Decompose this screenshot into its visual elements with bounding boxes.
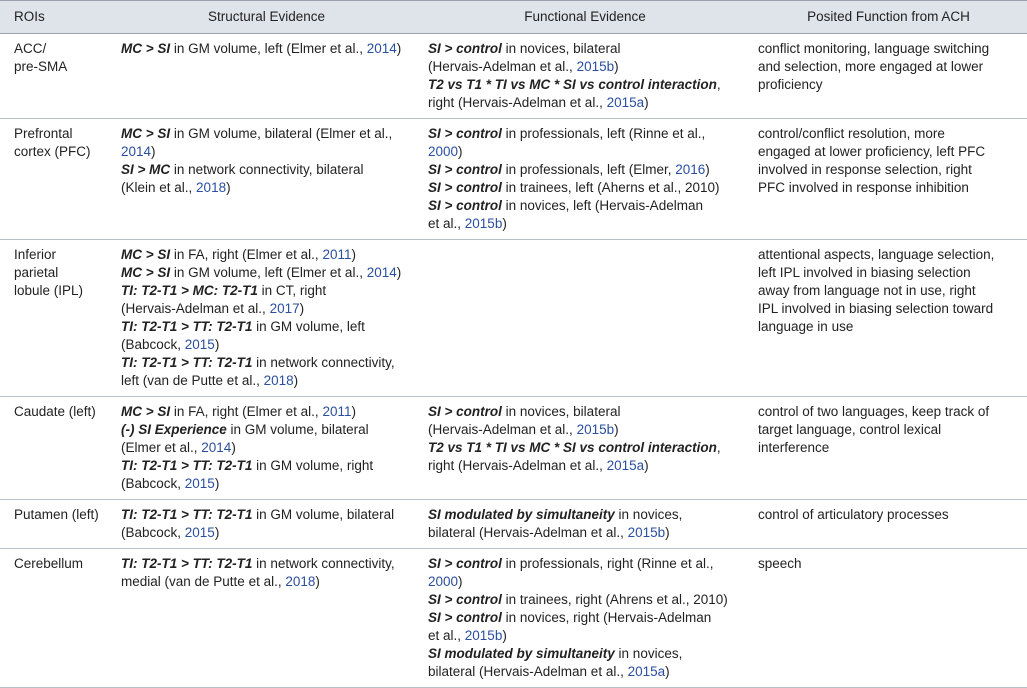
table-row	[0, 34, 1027, 119]
text-segment: in trainees, left (Aherns et al., 2010)	[501, 180, 720, 195]
citation-link[interactable]: 2016	[675, 162, 706, 177]
structural-cell-line	[121, 439, 412, 457]
citation-link[interactable]: 2018	[285, 574, 316, 589]
functional-cell-line	[428, 179, 742, 197]
text-segment: in GM volume, left (Elmer et al.,	[170, 265, 367, 280]
citation-link[interactable]: 2011	[322, 247, 352, 262]
citation-link[interactable]: 2015a	[627, 664, 666, 679]
structural-cell	[113, 240, 420, 397]
posited-cell	[750, 34, 1027, 119]
text-segment: )	[458, 144, 463, 159]
structural-cell-line	[121, 318, 412, 336]
posited-cell	[750, 240, 1027, 397]
text-segment: )	[665, 525, 670, 540]
functional-cell-line	[428, 58, 742, 76]
text-segment: )	[458, 574, 463, 589]
posited-cell-line: speech	[758, 556, 802, 571]
contrast-label: TI: T2-T1 > TT: T2-T1	[121, 319, 253, 334]
structural-cell-line	[121, 506, 412, 524]
text-segment: in GM volume, bilateral (Elmer et al.,	[170, 126, 393, 141]
functional-cell-line	[428, 524, 742, 542]
citation-link[interactable]: 2015b	[464, 216, 503, 231]
contrast-label: TI: T2-T1 > TT: T2-T1	[121, 355, 253, 370]
functional-cell-line	[428, 457, 742, 475]
table-row	[0, 549, 1027, 688]
roi-cell-line: Cerebellum	[14, 556, 84, 571]
text-segment: )	[226, 180, 231, 195]
posited-cell-line: interference	[758, 440, 830, 455]
functional-cell-line	[428, 555, 742, 573]
roi-cell	[0, 500, 113, 549]
text-segment: )	[299, 301, 305, 316]
contrast-label: SI > control	[428, 592, 502, 607]
contrast-label: MC > SI	[121, 265, 171, 280]
structural-cell	[113, 397, 420, 500]
text-segment: medial (van de Putte et al.,	[121, 574, 286, 589]
contrast-label: SI > control	[428, 180, 502, 195]
text-segment: )	[644, 458, 649, 473]
text-segment: (Babcock,	[121, 476, 185, 491]
posited-cell-line: conflict monitoring, language switching	[758, 41, 990, 56]
posited-cell-line: away from language not in use, right	[758, 283, 976, 298]
text-segment: bilateral (Hervais-Adelman et al.,	[428, 664, 628, 679]
contrast-label: SI > control	[428, 610, 502, 625]
functional-cell-line	[428, 663, 742, 681]
contrast-label: SI > control	[428, 404, 502, 419]
citation-link[interactable]: 2015b	[464, 628, 503, 643]
functional-cell-line	[428, 609, 742, 627]
contrast-label: SI modulated by simultaneity	[428, 507, 615, 522]
posited-cell-line: control/conflict resolution, more	[758, 126, 945, 141]
structural-cell-line	[121, 421, 412, 439]
posited-cell	[750, 397, 1027, 500]
roi-cell-line: parietal	[14, 265, 59, 280]
text-segment: )	[665, 664, 670, 679]
structural-cell-line	[121, 573, 412, 591]
posited-cell-line: language in use	[758, 319, 854, 334]
structural-cell-line	[121, 246, 412, 264]
functional-cell	[420, 34, 750, 119]
functional-cell-line	[428, 506, 742, 524]
text-segment: in professionals, left (Rinne et al.,	[501, 126, 706, 141]
citation-link[interactable]: 2015	[184, 476, 215, 491]
functional-cell-line	[428, 143, 742, 161]
citation-link[interactable]: 2014	[366, 41, 397, 56]
text-segment: )	[502, 628, 507, 643]
text-segment: (Klein et al.,	[121, 180, 197, 195]
contrast-label: SI > MC	[121, 162, 171, 177]
roi-cell	[0, 397, 113, 500]
citation-link[interactable]: 2018	[196, 180, 227, 195]
structural-cell	[113, 549, 420, 688]
structural-cell-line	[121, 403, 412, 421]
contrast-label: MC > SI	[121, 247, 171, 262]
header-functional-evidence: Functional Evidence	[420, 1, 750, 34]
text-segment: )	[351, 247, 356, 262]
header-posited-function: Posited Function from ACH	[750, 1, 1027, 34]
functional-cell-line	[428, 421, 742, 439]
citation-link[interactable]: 2015a	[606, 95, 645, 110]
posited-cell-line: target language, control lexical	[758, 422, 942, 437]
table-row	[0, 240, 1027, 397]
citation-link[interactable]: 2015b	[576, 59, 615, 74]
text-segment: in GM volume, left	[252, 319, 365, 334]
functional-cell-line	[428, 161, 742, 179]
text-segment: ,	[716, 77, 721, 92]
table-row	[0, 500, 1027, 549]
text-segment: )	[351, 404, 356, 419]
text-segment: )	[396, 41, 402, 56]
structural-cell-line	[121, 457, 412, 475]
posited-cell-line: attentional aspects, language selection,	[758, 247, 995, 262]
functional-cell-line	[428, 125, 742, 143]
posited-cell	[750, 119, 1027, 240]
text-segment: (Hervais-Adelman et al.,	[428, 422, 577, 437]
contrast-label: T2 vs T1 * TI vs MC * SI vs control interaction	[428, 77, 717, 92]
roi-cell	[0, 34, 113, 119]
text-segment: in network connectivity, bilateral	[170, 162, 364, 177]
posited-cell-line: left IPL involved in biasing selection	[758, 265, 971, 280]
contrast-label: SI > control	[428, 556, 502, 571]
structural-cell-line	[121, 40, 412, 58]
functional-cell-line	[428, 215, 742, 233]
posited-cell	[750, 500, 1027, 549]
text-segment: in network connectivity,	[252, 556, 395, 571]
text-segment: bilateral (Hervais-Adelman et al.,	[428, 525, 628, 540]
text-segment: in trainees, right (Ahrens et al., 2010)	[501, 592, 728, 607]
roi-cell-line: Inferior	[14, 247, 57, 262]
contrast-label: SI > control	[428, 126, 502, 141]
text-segment: )	[614, 422, 619, 437]
text-segment: )	[315, 574, 320, 589]
text-segment: in novices,	[614, 646, 683, 661]
header-rois: ROIs	[0, 1, 113, 34]
citation-link[interactable]: 2015a	[606, 458, 645, 473]
functional-cell	[420, 500, 750, 549]
text-segment: )	[214, 476, 220, 491]
contrast-label: SI > control	[428, 41, 502, 56]
structural-cell	[113, 34, 420, 119]
posited-cell-line: involved in response selection, right	[758, 162, 972, 177]
structural-cell-line	[121, 475, 412, 493]
text-segment: in FA, right (Elmer et al.,	[170, 404, 323, 419]
structural-cell-line	[121, 264, 412, 282]
citation-link[interactable]: 2018	[263, 373, 294, 388]
contrast-label: SI > control	[428, 162, 502, 177]
header-row	[0, 1, 1027, 34]
text-segment: (Elmer et al.,	[121, 440, 202, 455]
contrast-label: SI > control	[428, 198, 502, 213]
text-segment: )	[214, 337, 220, 352]
contrast-label: MC > SI	[121, 126, 171, 141]
roi-cell-line: ACC/	[14, 41, 47, 56]
text-segment: et al.,	[428, 628, 465, 643]
structural-cell-line	[121, 143, 412, 161]
contrast-label: T2 vs T1 * TI vs MC * SI vs control interaction	[428, 440, 717, 455]
functional-cell-line	[428, 591, 742, 609]
text-segment: in GM volume, bilateral	[252, 507, 395, 522]
roi-cell-line: Putamen (left)	[14, 507, 99, 522]
structural-cell-line	[121, 336, 412, 354]
roi-cell-line: lobule (IPL)	[14, 283, 84, 298]
text-segment: )	[293, 373, 299, 388]
text-segment: )	[214, 525, 220, 540]
contrast-label: TI: T2-T1 > TT: T2-T1	[121, 458, 253, 473]
contrast-label: TI: T2-T1 > TT: T2-T1	[121, 507, 253, 522]
functional-cell-line	[428, 439, 742, 457]
text-segment: in professionals, left (Elmer,	[501, 162, 676, 177]
citation-link[interactable]: 2015	[184, 525, 215, 540]
roi-cell	[0, 119, 113, 240]
contrast-label: MC > SI	[121, 404, 171, 419]
functional-cell	[420, 119, 750, 240]
contrast-label: MC > SI	[121, 41, 171, 56]
text-segment: )	[231, 440, 236, 455]
functional-cell-line	[428, 645, 742, 663]
citation-link[interactable]: 2015b	[576, 422, 615, 437]
text-segment: (Babcock,	[121, 525, 185, 540]
table-body	[0, 34, 1027, 688]
contrast-label: SI modulated by simultaneity	[428, 646, 615, 661]
structural-cell-line	[121, 524, 412, 542]
text-segment: (Hervais-Adelman et al.,	[428, 59, 577, 74]
structural-cell	[113, 500, 420, 549]
structural-cell-line	[121, 179, 412, 197]
text-segment: left (van de Putte et al.,	[121, 373, 264, 388]
text-segment: in novices,	[614, 507, 683, 522]
functional-cell	[420, 549, 750, 688]
contrast-label: TI: T2-T1 > TT: T2-T1	[121, 556, 253, 571]
posited-cell-line: control of articulatory processes	[758, 507, 949, 522]
functional-cell-line	[428, 403, 742, 421]
text-segment: in FA, right (Elmer et al.,	[170, 247, 323, 262]
citation-link[interactable]: 2000	[428, 144, 459, 159]
roi-cell	[0, 549, 113, 688]
text-segment: et al.,	[428, 216, 465, 231]
text-segment: )	[614, 59, 619, 74]
text-segment: in GM volume, left (Elmer et al.,	[170, 41, 367, 56]
functional-cell-line	[428, 94, 742, 112]
posited-cell-line: IPL involved in biasing selection toward	[758, 301, 994, 316]
text-segment: in novices, bilateral	[501, 404, 621, 419]
text-segment: (Hervais-Adelman et al.,	[121, 301, 270, 316]
posited-cell-line: PFC involved in response inhibition	[758, 180, 969, 195]
citation-link[interactable]: 2014	[201, 440, 232, 455]
text-segment: )	[151, 144, 156, 159]
citation-link[interactable]: 2015b	[627, 525, 666, 540]
citation-link[interactable]: 2011	[322, 404, 352, 419]
roi-cell-line: Caudate (left)	[14, 404, 96, 419]
text-segment: in GM volume, right	[252, 458, 374, 473]
functional-cell-line	[428, 40, 742, 58]
roi-cell-line: pre-SMA	[14, 59, 68, 74]
citation-link[interactable]: 2017	[269, 301, 300, 316]
text-segment: in novices, right (Hervais-Adelman	[501, 610, 712, 625]
text-segment: in GM volume, bilateral	[226, 422, 369, 437]
text-segment: in novices, bilateral	[501, 41, 621, 56]
roi-cell	[0, 240, 113, 397]
header-structural-evidence: Structural Evidence	[113, 1, 420, 34]
text-segment: in novices, left (Hervais-Adelman	[501, 198, 703, 213]
text-segment: right (Hervais-Adelman et al.,	[428, 95, 607, 110]
table-header	[0, 1, 1027, 34]
structural-cell-line	[121, 282, 412, 300]
contrast-label: TI: T2-T1 > MC: T2-T1	[121, 283, 258, 298]
table-row	[0, 397, 1027, 500]
text-segment: in professionals, right (Rinne et al.,	[501, 556, 714, 571]
citation-link[interactable]: 2000	[428, 574, 459, 589]
text-segment: right (Hervais-Adelman et al.,	[428, 458, 607, 473]
roi-cell-line: Prefrontal	[14, 126, 73, 141]
table-row	[0, 119, 1027, 240]
citation-link[interactable]: 2014	[366, 265, 397, 280]
functional-cell-line	[428, 76, 742, 94]
contrast-label: (-) SI Experience	[121, 422, 227, 437]
text-segment: ,	[716, 440, 721, 455]
functional-cell-line	[428, 197, 742, 215]
text-segment: )	[644, 95, 649, 110]
posited-cell-line: control of two languages, keep track of	[758, 404, 990, 419]
posited-cell-line: engaged at lower proficiency, left PFC	[758, 144, 986, 159]
citation-link[interactable]: 2014	[121, 144, 152, 159]
text-segment: )	[396, 265, 402, 280]
text-segment: )	[502, 216, 507, 231]
text-segment: in network connectivity,	[252, 355, 395, 370]
functional-cell-line	[428, 627, 742, 645]
text-segment: in CT, right	[257, 283, 327, 298]
structural-cell-line	[121, 125, 412, 143]
structural-cell-line	[121, 354, 412, 372]
structural-cell-line	[121, 161, 412, 179]
structural-cell	[113, 119, 420, 240]
functional-cell	[420, 240, 750, 397]
posited-cell-line: and selection, more engaged at lower	[758, 59, 984, 74]
structural-cell-line	[121, 555, 412, 573]
functional-cell-line	[428, 573, 742, 591]
structural-cell-line	[121, 372, 412, 390]
text-segment: )	[705, 162, 710, 177]
functional-cell	[420, 397, 750, 500]
structural-cell-line	[121, 300, 412, 318]
roi-cell-line: cortex (PFC)	[14, 144, 91, 159]
posited-cell	[750, 549, 1027, 688]
text-segment: (Babcock,	[121, 337, 185, 352]
posited-cell-line: proficiency	[758, 77, 823, 92]
citation-link[interactable]: 2015	[184, 337, 215, 352]
